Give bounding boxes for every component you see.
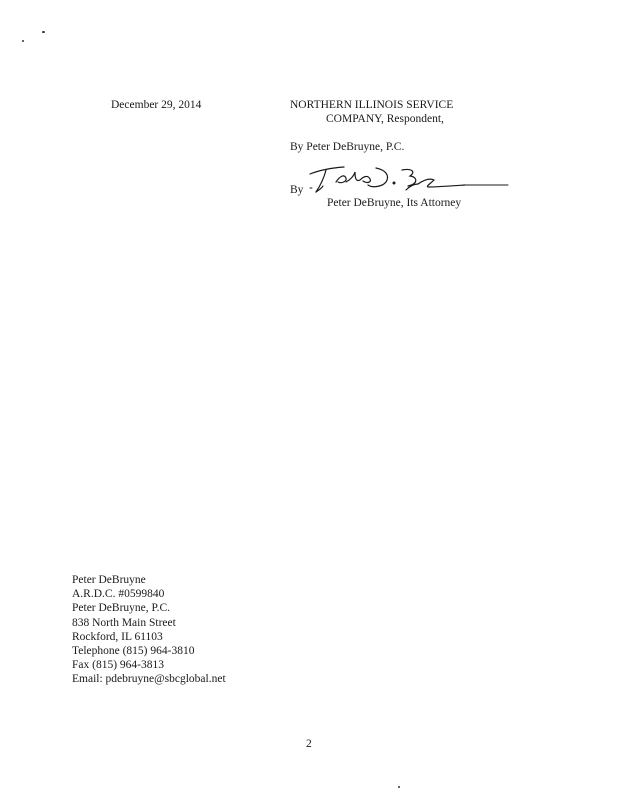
telephone: Telephone (815) 964-3810 (72, 644, 195, 657)
attorney-name: Peter DeBruyne (72, 574, 146, 586)
fax: Fax (815) 964-3813 (72, 659, 164, 672)
party-name-line-2: COMPANY, Respondent, (326, 113, 444, 125)
scan-speck (398, 786, 400, 788)
by-label: By (290, 184, 304, 196)
scan-speck (22, 40, 24, 42)
handwritten-signature (300, 160, 515, 200)
firm-name: Peter DeBruyne, P.C. (72, 602, 171, 615)
scan-speck (42, 31, 45, 33)
date: December 29, 2014 (111, 99, 202, 111)
attorney-contact-block (72, 573, 226, 687)
by-firm-line: By Peter DeBruyne, P.C. (290, 141, 405, 153)
city-state-zip: Rockford, IL 61103 (72, 630, 163, 643)
street-address: 838 North Main Street (72, 616, 176, 629)
page-number: 2 (306, 738, 312, 750)
signer-name-title: Peter DeBruyne, Its Attorney (327, 197, 462, 209)
ardc-number: A.R.D.C. #0599840 (72, 588, 165, 601)
party-name-line-1: NORTHERN ILLINOIS SERVICE (290, 99, 454, 111)
email: Email: pdebruyne@sbcglobal.net (72, 673, 226, 686)
